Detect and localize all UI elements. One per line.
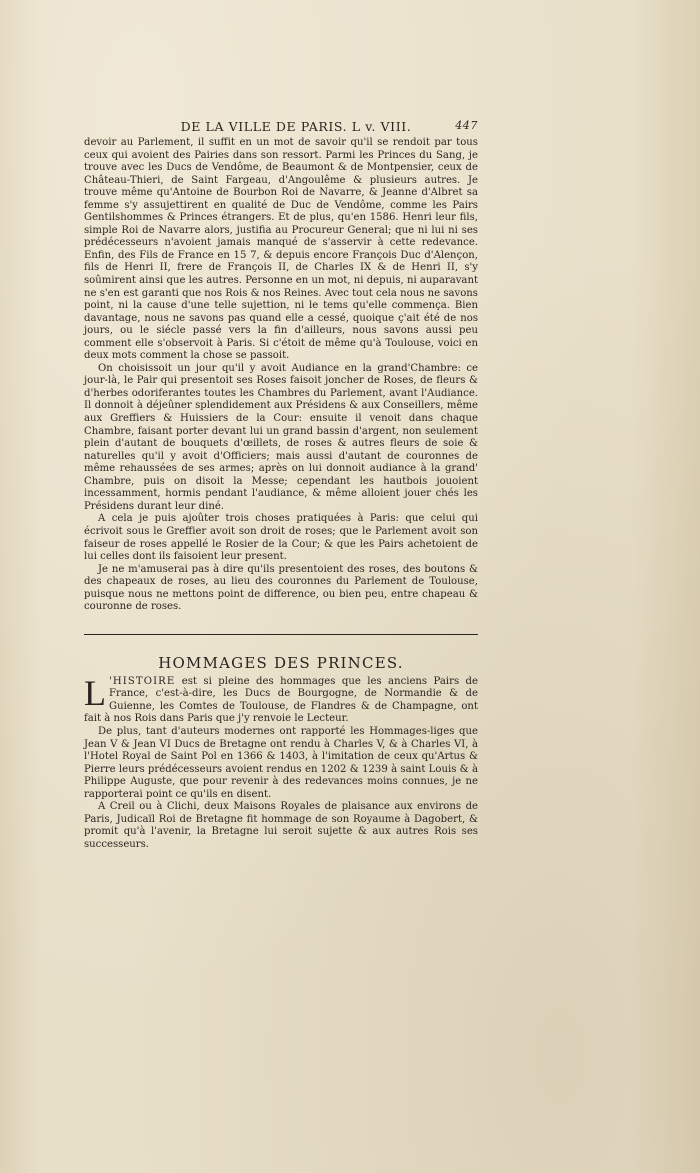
paragraph: A cela je puis ajoûter trois choses pratiquées à Paris: que celui qui écrivoit sous le Greffier avoit son droit de roses; que le Parlement avoit son faiseur de roses appellé le Rosier de la Cour; & que les Pairs achetoient de lui celles dont ils faisoient leur present.	[84, 513, 478, 563]
text-column	[84, 119, 478, 851]
paragraph-opening	[84, 672, 478, 726]
lead-word: 'HISTOIRE	[109, 675, 176, 687]
section-divider	[84, 634, 478, 635]
page-header	[84, 119, 478, 137]
paragraph: A Creil ou à Clichi, deux Maisons Royales de plaisance aux environs de Paris, Judicaïl Roi de Bretagne fit hommage de son Royaume à Dagobert, & promit qu'à l'avenir, la Bretagne lui seroit sujette & aux autres Rois ses successeurs.	[84, 801, 478, 850]
section-1-body	[84, 137, 478, 614]
paragraph: De plus, tant d'auteurs modernes ont rapporté les Hommages-liges que Jean V & Jean VI Ducs de Bretagne ont rendu à Charles V, & à Charles VI, à l'Hotel Royal de Saint Pol en 1366 & 1403, à l'imitation de ceux qu'Artus & Pierre leurs prédécesseurs avoient rendus en 1202 & 1239 à saint Louis & à Philippe Auguste, que pour revenir à des redevances moins connues, je ne rapporterai point ce qu'ils en disent.	[84, 725, 478, 800]
section-title: HOMMAGES DES PRINCES.	[158, 653, 404, 672]
opening-text: est si pleine des hommages que les anciens Pairs de France, c'est-à-dire, les Ducs de Bourgogne, de Normandie & de Guienne, les Comtes de Toulouse, de Flandres & de Champagne, ont fait à nos Rois dans Paris que j'y renvoie le Lecteur.	[84, 675, 478, 725]
paragraph: On choisissoit un jour qu'il y avoit Audiance en la grand'Chambre: ce jour-là, le Pair qui presentoit ses Roses faisoit joncher de Roses, de fleurs & d'herbes odoriferantes toutes les Chambres du Parlement, avant l'Audiance. Il donnoit à déjeûner splendidement aux Présidens & aux Conseillers, même aux Greffiers & Huissiers de la Cour: ensuite il venoit dans chaque Chambre, faisant porter devant lui un grand bassin d'argent, non seulement plein d'autant de bouquets d'œillets, de roses & autres fleurs de soie & naturelles qu'il y avoit d'Officiers; mais aussi d'autant de couronnes de même rehaussées de ses armes; après on lui donnoit audiance à la grand' Chambre, puis on disoit la Messe; cependant les hautbois jouoient incessamment, hormis pendant l'audiance, & même alloient jouer chés les Présidens durant leur diné.	[84, 362, 478, 512]
running-title: DE LA VILLE DE PARIS. L v. VIII.	[180, 119, 412, 134]
paragraph: devoir au Parlement, il suffit en un mot de savoir qu'il se rendoit par tous ceux qui avoient des Pairies dans son ressort. Parmi les Princes du Sang, je trouve avec les Ducs de Vendôme, de Beaumont & de Montpensier, ceux de Château-Thieri, de Saint Fargeau, d'Angoulême & plusieurs autres. Je trouve même qu'Antoine de Bourbon Roi de Navarre, & Jeanne d'Albret sa femme s'y assujettirent en qualité de Duc de Vendôme, comme les Pairs Gentilshommes & Princes étrangers. Et de plus, qu'en 1586. Henri leur fils, simple Roi de Navarre alors, justifia au Procureur General; que ni lui ni ses prédécesseurs n'avoient jamais manqué de s'asservir à cette redevance. Enfin, des Fils de France en 15 7, & depuis encore François Duc d'Alençon, fils de Henri II, frere de François II, de Charles IX & de Henri II, s'y soûmirent ainsi que les autres. Personne en un mot, ni depuis, ni auparavant ne s'en est garanti que nos Rois & nos Reines. Avec tout cela nous ne savons point, ni la cause d'une telle sujettion, ni le tems qu'elle commença. Bien davantage, nous ne savons pas quand elle a cessé, quoique ç'ait été de nos jours, ou le siécle passé vers la fin d'ailleurs, nous savons aussi peu comment elle s'observoit à Paris. Si c'étoit de même qu'à Toulouse, voici en deux mots comment la chose se passoit.	[84, 137, 478, 362]
page-number: 447	[455, 119, 478, 132]
section-2-body	[84, 672, 478, 852]
drop-cap: L	[84, 672, 106, 713]
paragraph: Je ne m'amuserai pas à dire qu'ils presentoient des roses, des boutons & des chapeaux de roses, au lieu des couronnes du Parlement de Toulouse, puisque nous ne mettons point de difference, ou bien peu, entre chapeau & couronne de roses.	[84, 563, 478, 613]
